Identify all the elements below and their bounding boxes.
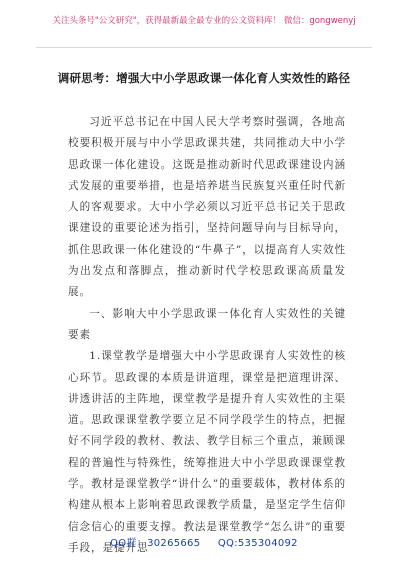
document-body bbox=[68, 112, 346, 559]
paragraph-point-1: 1.课堂教学是增强大中小学思政课育人实效性的核心环节。思政课的本质是讲道理，课堂是把道理讲深、讲透讲活的主阵地，课堂教学是提升育人实效性的主渠道。思政课课堂教学要立足不同学段学生的特点，把握好不同学段的教材、教法、教学目标三个重点，兼顾课程的普遍性与特殊性，统筹推进大中小学思政课课堂教学。教材是课堂教学“讲什么”的重要载体，教材体系的构建从根本上影响着思政课教学质量，是坚定学生信仰信念信心的重要支撑。教法是课堂教学“怎么讲”的重要手段，是提升思 bbox=[68, 350, 346, 554]
footer-qq-group: QQ群：30265665 bbox=[110, 538, 201, 549]
header-divider bbox=[36, 47, 372, 48]
footer-contact bbox=[0, 534, 408, 548]
header-banner bbox=[0, 0, 408, 40]
footer-qq: QQ:535304092 bbox=[217, 538, 298, 549]
document-title: 调研思考：增强大中小学思政课一体化育人实效性的路径 bbox=[57, 71, 351, 85]
paragraph-intro: 习近平总书记在中国人民大学考察时强调，各地高校要积极开展与中小学思政课共建，共同推动大中小学思政课一体化建设。这既是推动新时代思政课建设内涵式发展的重要举措，也是培养堪当民族复兴重任时代新人的客观要求。大中小学必须以习近平总书记关于思政课建设的重要论述为指引，坚持问题导向与目标导向，抓住思政课一体化建设的“牛鼻子”，以提高育人实效性为出发点和落脚点，推动新时代学校思政课高质量发展。 bbox=[68, 116, 346, 299]
header-banner-text: 关注头条号"公文研究"，获得最新最全最专业的公文资料库！ 微信：gongwenyj bbox=[52, 16, 356, 26]
section-heading: 一、影响大中小学思政课一体化育人实效性的关键要素 bbox=[68, 307, 346, 341]
